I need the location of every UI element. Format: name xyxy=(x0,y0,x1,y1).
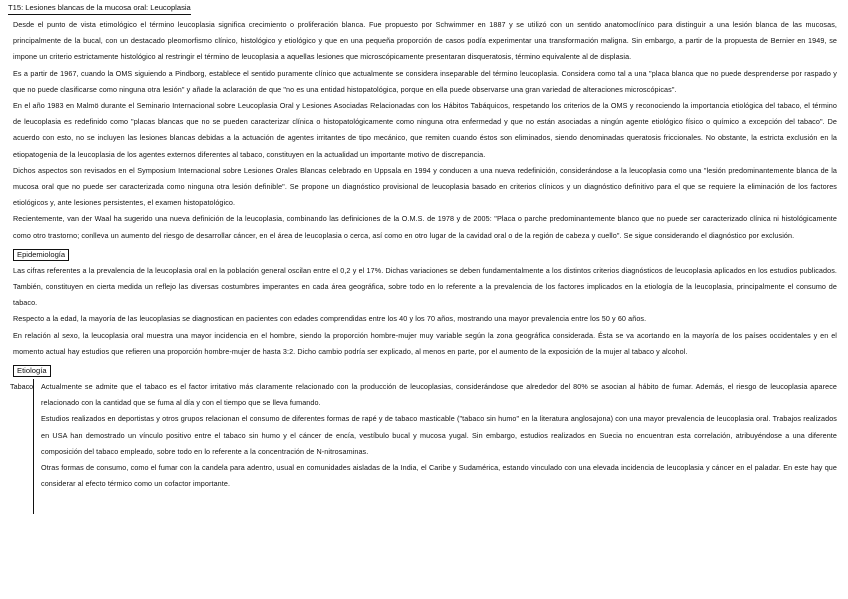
epidemiologia-paragraph-2: Respecto a la edad, la mayoría de las leucoplasias se diagnostican en pacientes con edades comprendidas entre los 40 y los 70 años, mostrando una mayor prevalencia entre los 50 y 60 años. xyxy=(13,314,647,324)
epidemiologia-heading: Epidemiología xyxy=(13,249,69,261)
tabaco-paragraph-1: Actualmente se admite que el tabaco es el factor irritativo más claramente relacionado con la producción de leucoplasias, considerándose que alrededor del 80% se asocian al hábito de fumar. Además, el riesgo de leucoplasia aparece relacionado con la cantidad que se fuma al día y con el tiempo que se lleva fumando. xyxy=(41,382,837,408)
tabaco-subsection xyxy=(10,379,837,514)
intro-paragraph-5: Recientemente, van der Waal ha sugerido una nueva definición de la leucoplasia, combinando las definiciones de la O.M.S. de 1978 y de 2005: "Placa o parche predominantemente blanco que no puede ser caracterizado clínica ni histológicamente como otro trastorno; conlleva un aumento del riesgo de desarrollar cáncer, en el área de leucoplasia o cerca, así como en otro lugar de la cavidad oral o de la región de cabeza y cuello". Se sigue considerando el diagnóstico por exclusión. xyxy=(13,214,837,240)
page-title: T15: Lesiones blancas de la mucosa oral: Leucoplasia xyxy=(8,3,191,15)
intro-paragraph-2: Es a partir de 1967, cuando la OMS siguiendo a Pindborg, establece el sentido puramente clínico que actualmente se considera inseparable del término leucoplasia. Considera como tal a una "placa blanca que no puede desprenderse por raspado y que no puede clasificarse como ninguna otra lesión" y añade la aclaración de que "no es una entidad histopatológica, porque en ella puede observarse una gran variedad de alteraciones microscópicas". xyxy=(13,68,837,94)
tabaco-label: Tabaco xyxy=(10,382,34,392)
epidemiologia-paragraph-1: Las cifras referentes a la prevalencia de la leucoplasia oral en la población general oscilan entre el 0,2 y el 17%. Dichas variaciones se deben fundamentalmente a los distintos criterios diagnósticos de leucoplasia aplicados en los estudios publicados. También, constituyen en cierta medida un reflejo las diversas costumbres imperantes en cada área geográfica, sobre todo en lo referente a la prevalencia de los factores implicados en la etiología de la leucoplasia, principalmente el consumo de tabaco. xyxy=(13,265,837,308)
tabaco-paragraph-2: Estudios realizados en deportistas y otros grupos relacionan el consumo de diferentes formas de rapé y de tabaco masticable ("tabaco sin humo" en la literatura anglosajona) con una mayor prevalencia de leucoplasia oral. Trabajos realizados en USA han demostrado un vínculo positivo entre el tabaco sin humo y el cáncer de encía, vestíbulo bucal y mucosa yugal. Sin embargo, estudios realizados en Suecia no encuentran esta correlación, atribuyéndose a una diferente composición del tabaco empleado, sobre todo en lo referente a la concentración de N-nitrosaminas. xyxy=(41,414,837,456)
tabaco-content xyxy=(33,379,837,514)
etiologia-heading: Etiología xyxy=(13,365,51,377)
document-body xyxy=(10,17,837,514)
tabaco-paragraph-3: Otras formas de consumo, como el fumar con la candela para adentro, usual en comunidades aisladas de la India, el Caribe y Sudamérica, estando vinculado con una elevada incidencia de leucoplasia y cáncer en el paladar. En este hay que considerar al efecto térmico como un cofactor importante. xyxy=(41,463,837,489)
intro-paragraph-3: En el año 1983 en Malmö durante el Seminario Internacional sobre Leucoplasia Oral y Lesiones Asociadas Relacionadas con los Hábitos Tabáquicos, respetando los criterios de la OMS y reconociendo la importancia etiológica del tabaco, el término de leucoplasia es redefinido como "placas blancas que no se pueden caracterizar clínica o histopatológicamente como ninguna otra enfermedad y que no están asociadas a ningún agente etiológico físico o químico a excepción del tabaco". De acuerdo con esto, no se incluyen las lesiones blancas debidas a la actuación de agentes irritantes de tipo mecánico, que remiten cuando éstos son eliminados, siendo denominadas queratosis friccionales. No obstante, la estricta exclusión en la etiopatogenia de la leucoplasia de los agentes externos diferentes al tabaco, constituyen en la actualidad un importante motivo de discrepancia. xyxy=(13,101,837,159)
intro-paragraph-4: Dichos aspectos son revisados en el Symposium Internacional sobre Lesiones Orales Blancas celebrado en Uppsala en 1994 y conducen a una nueva redefinición, considerándose a la leucoplasia como una "lesión predominantemente blanca de la mucosa oral que no puede ser caracterizada como ninguna otra lesión definible". Se propone un diagnóstico provisional de leucoplasia basado en criterios clínicos y un diagnóstico definitivo para el que se requiere la eliminación de los factores etiológicos y, ante lesiones persistentes, el examen histopatológico. xyxy=(13,165,837,208)
epidemiologia-paragraph-3: En relación al sexo, la leucoplasia oral muestra una mayor incidencia en el hombre, siendo la proporción hombre-mujer muy variable según la zona geográfica considerada. Ésta se va acortando en la mayoría de los países occidentales y en el momento actual hay estudios que refieren una proporción hombre-mujer de hasta 3:2. Dicho cambio podría ser explicado, al menos en parte, por el aumento de la exposición de la mujer al tabaco y alcohol. xyxy=(13,330,837,356)
intro-paragraph-1: Desde el punto de vista etimológico el término leucoplasia significa crecimiento o proliferación blanca. Fue propuesto por Schwimmer en 1887 y se utilizó con un sentido anatomoclínico para distinguir a una lesión blanca de las mucosas, principalmente de la bucal, con un destacado pleomorfismo clínico, histológico y etiológico y que en una pequeña proporción de casos podía experimentar una transformación maligna. Sin embargo, a partir de la propuesta de Bernier en 1949, se impone un criterio estrictamente histológico al restringir el término de leucoplasia a aquellas lesiones que microscópicamente presentaran disqueratosis, término equivalente al de displasia. xyxy=(13,20,837,62)
